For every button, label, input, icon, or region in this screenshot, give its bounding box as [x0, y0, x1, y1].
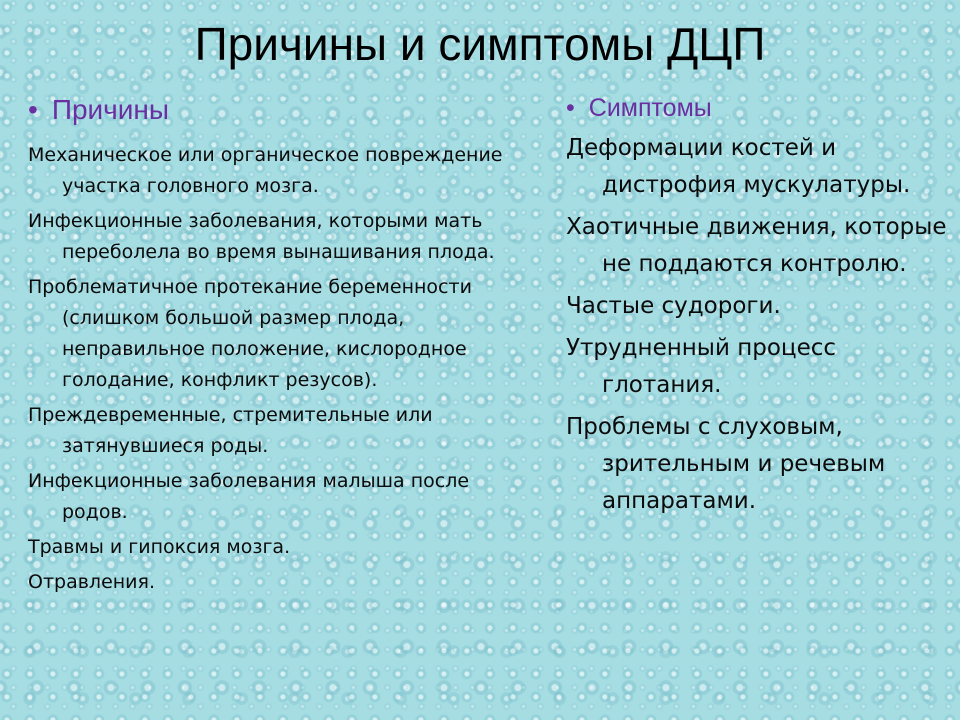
symptoms-column	[566, 90, 950, 525]
cause-item: Инфекционные заболевания, которыми мать переболела во время вынашивания плода.	[28, 210, 495, 263]
bullet-icon: •	[28, 94, 38, 125]
symptom-item: Деформации костей и дистрофия мускулатуры.	[566, 135, 911, 198]
symptoms-heading: Симптомы	[588, 93, 712, 122]
causes-heading: Причины	[51, 94, 169, 125]
causes-list	[28, 140, 528, 598]
symptom-item: Проблемы с слуховым, зрительным и речевым аппаратами.	[566, 414, 886, 514]
symptom-item: Хаотичные движения, которые не поддаются контролю.	[566, 214, 947, 277]
causes-column	[28, 90, 528, 602]
cause-item: Отравления.	[28, 571, 155, 593]
cause-item: Проблематичное протекание беременности (слишком большой размер плода, неправильное положение, кислородное голодание, конфликт резусов).	[28, 276, 472, 391]
symptom-item: Утрудненный процесс глотания.	[566, 335, 837, 398]
cause-item: Инфекционные заболевания малыша после родов.	[28, 470, 470, 523]
slide-title: Причины и симптомы ДЦП	[194, 18, 766, 70]
bullet-icon: •	[566, 93, 575, 122]
cause-item: Механическое или органическое повреждение участка головного мозга.	[28, 144, 503, 197]
symptoms-heading-row	[566, 90, 950, 126]
cause-item: Травмы и гипоксия мозга.	[28, 536, 291, 558]
cause-item: Преждевременные, стремительные или затянувшиеся роды.	[28, 404, 433, 457]
causes-heading-row	[28, 90, 528, 130]
symptoms-list	[566, 130, 950, 520]
symptom-item: Частые судороги.	[566, 293, 781, 319]
